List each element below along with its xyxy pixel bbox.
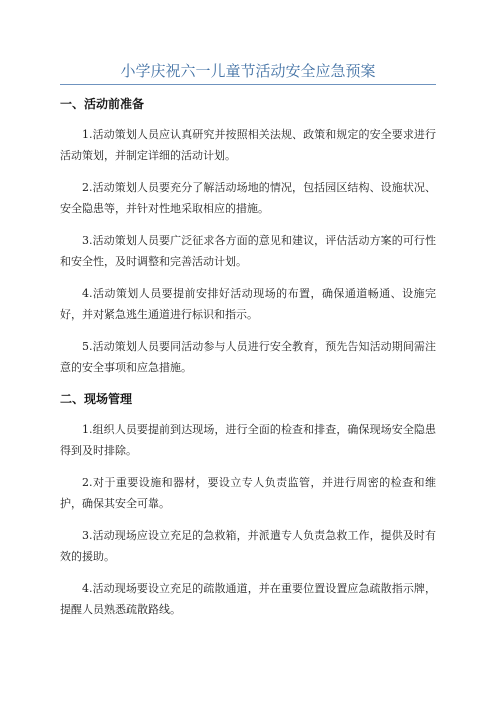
paragraph: 3.活动策划人员要广泛征求各方面的意见和建议，评估活动方案的可行性和安全性，及时调整和完善活动计划。 — [60, 234, 436, 268]
paragraph: 2.对于重要设施和器材，要设立专人负责监管，并进行周密的检查和维护，确保其安全可靠。 — [60, 476, 436, 510]
section-preparation — [60, 94, 436, 378]
document-title: 小学庆祝六一儿童节活动安全应急预案 — [120, 62, 376, 80]
paragraph: 5.活动策划人员要同活动参与人员进行安全教育，预先告知活动期间需注意的安全事项和应急措施。 — [60, 340, 436, 374]
paragraph: 4.活动现场要设立充足的疏散通道，并在重要位置设置应急疏散指示牌，提醒人员熟悉疏散路线。 — [60, 582, 436, 616]
paragraph: 3.活动现场应设立充足的急救箱，并派遣专人负责急救工作，提供及时有效的援助。 — [60, 529, 436, 563]
paragraph: 1.组织人员要提前到达现场，进行全面的检查和排查，确保现场安全隐患得到及时排除。 — [60, 423, 436, 457]
section-heading: 二、现场管理 — [60, 392, 133, 406]
section-heading: 一、活动前准备 — [60, 97, 145, 111]
paragraph: 2.活动策划人员要充分了解活动场地的情况，包括园区结构、设施状况、安全隐患等，并针对性地采取相应的措施。 — [60, 181, 436, 215]
paragraph: 4.活动策划人员要提前安排好活动现场的布置，确保通道畅通、设施完好，并对紧急逃生通道进行标识和指示。 — [60, 287, 436, 321]
title-underline — [60, 84, 436, 85]
section-site-management — [60, 389, 436, 620]
paragraph: 1.活动策划人员应认真研究并按照相关法规、政策和规定的安全要求进行活动策划，并制定详细的活动计划。 — [60, 128, 436, 162]
document-body — [60, 94, 436, 620]
